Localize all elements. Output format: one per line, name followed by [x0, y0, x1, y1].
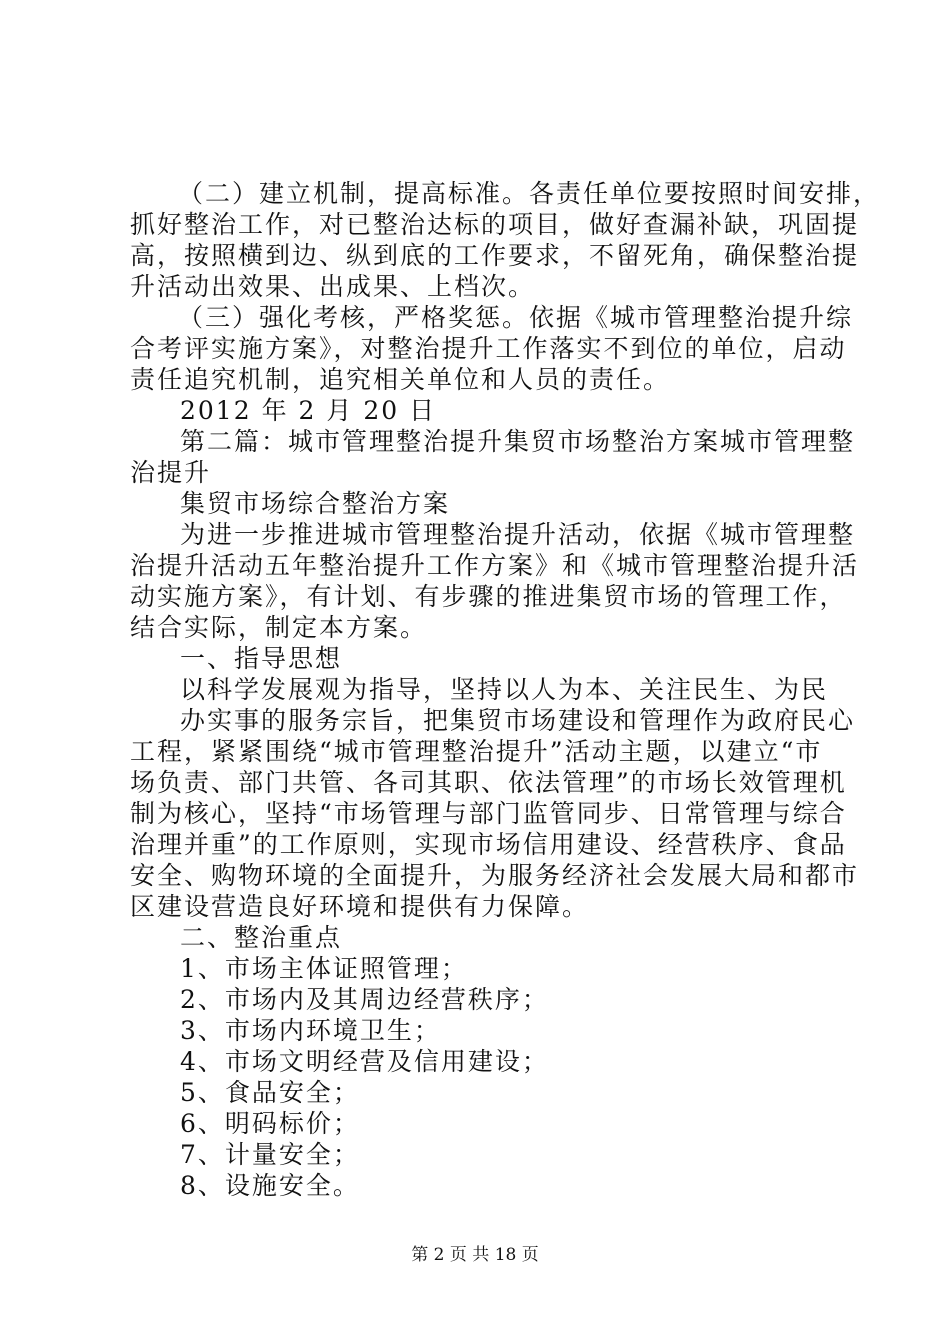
page-number-footer: 第 2 页 共 18 页 [411, 1245, 539, 1265]
section-heading: 二、整治重点 [180, 923, 343, 952]
list-item: 7、计量安全； [180, 1140, 360, 1169]
text-line: 安全、购物环境的全面提升，为服务经济社会发展大局和都市 [130, 861, 860, 890]
text-line: （二）建立机制，提高标准。各责任单位要按照时间安排， [178, 179, 881, 208]
text-line: 场负责、部门共管、各司其职、依法管理”的市场长效管理机 [130, 768, 847, 797]
text-line: 制为核心，坚持“市场管理与部门监管同步、日常管理与综合 [130, 799, 847, 828]
text-line: 合考评实施方案》，对整治提升工作落实不到位的单位，启动 [130, 334, 847, 363]
text-line: 工程，紧紧围绕“城市管理整治提升”活动主题，以建立“市 [130, 737, 823, 766]
section-heading: 一、指导思想 [180, 644, 343, 673]
text-line: 结合实际，制定本方案。 [130, 613, 428, 642]
text-line: 责任追究机制，追究相关单位和人员的责任。 [130, 365, 671, 394]
text-line: 治提升活动五年整治提升工作方案》和《城市管理整治提升活 [130, 551, 860, 580]
text-line: 抓好整治工作，对已整治达标的项目，做好查漏补缺，巩固提 [130, 210, 860, 239]
list-item: 2、市场内及其周边经营秩序； [180, 985, 549, 1014]
text-line: 以科学发展观为指导，坚持以人为本、关注民生、为民 [180, 675, 829, 704]
text-line: 为进一步推进城市管理整治提升活动，依据《城市管理整 [180, 520, 856, 549]
section-subtitle: 集贸市场综合整治方案 [180, 489, 451, 518]
list-item: 1、市场主体证照管理； [180, 954, 468, 983]
section-heading: 第二篇：城市管理整治提升集贸市场整治方案城市管理整 [180, 427, 856, 456]
list-item: 8、设施安全。 [180, 1171, 360, 1200]
text-line: 治提升 [130, 458, 212, 487]
text-line: （三）强化考核，严格奖惩。依据《城市管理整治提升综 [178, 303, 854, 332]
list-item: 3、市场内环境卫生； [180, 1016, 441, 1045]
text-line: 高，按照横到边、纵到底的工作要求，不留死角，确保整治提 [130, 241, 860, 270]
text-line: 办实事的服务宗旨，把集贸市场建设和管理作为政府民心 [180, 706, 856, 735]
text-line: 治理并重”的工作原则，实现市场信用建设、经营秩序、食品 [130, 830, 847, 859]
text-line: 升活动出效果、出成果、上档次。 [130, 272, 536, 301]
date-line: 2012 年 2 月 20 日 [180, 396, 437, 425]
list-item: 5、食品安全； [180, 1078, 360, 1107]
list-item: 4、市场文明经营及信用建设； [180, 1047, 549, 1076]
text-line: 区建设营造良好环境和提供有力保障。 [130, 892, 590, 921]
body-text [130, 178, 881, 1201]
list-item: 6、明码标价； [180, 1109, 360, 1138]
text-line: 动实施方案》，有计划、有步骤的推进集贸市场的管理工作， [130, 582, 847, 611]
